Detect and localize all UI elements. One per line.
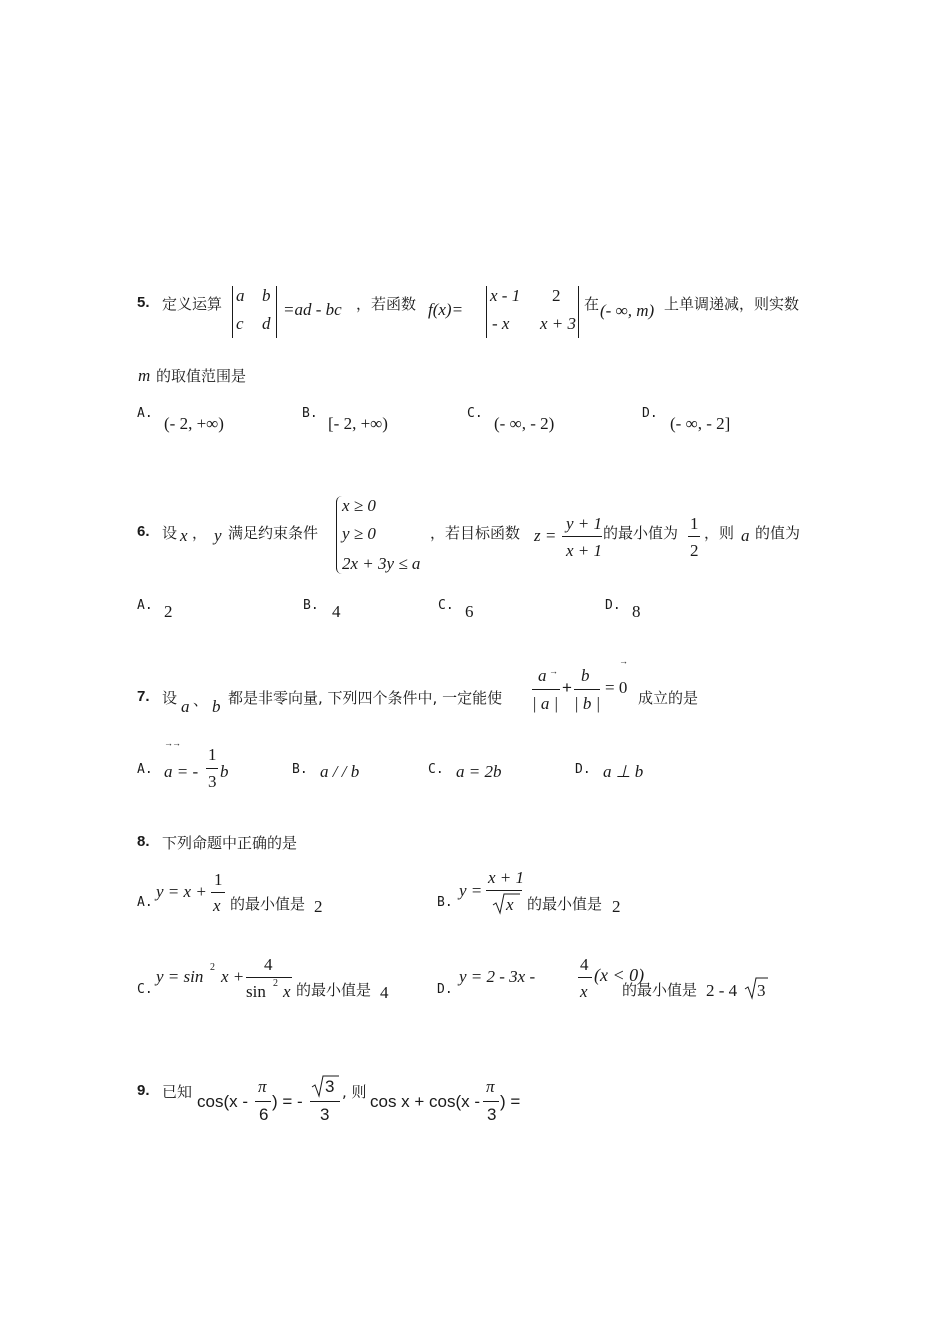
option-value: a ⊥ b [603,762,644,781]
option-value: 2 [164,602,173,621]
fraction-numerator: y + 1 [566,514,603,533]
option-text: 的最小值是 [527,895,603,913]
question-text: 定义运算 [162,295,223,313]
option-value: a = 2b [456,762,502,781]
option-value: a = - [164,762,199,781]
math-expression: cos x + cos(x - [370,1092,481,1111]
question-text: , 则 [342,1083,367,1101]
option-label: A. [137,895,153,910]
option-value: [- 2, +∞) [328,414,388,433]
option-text: 的最小值是 [622,981,698,999]
option-value: b [220,762,229,781]
superscript: 2 [273,978,278,989]
question-text: 的取值范围是 [156,367,247,385]
fraction-denominator: x [580,982,588,1001]
math-expression: = 0 [605,678,628,697]
math-expression: ) = [500,1092,521,1111]
question-text: 在 [584,295,600,313]
fraction-denominator: sin [246,982,266,1001]
fraction-bar [486,890,522,891]
fraction-bar [688,536,700,537]
question-text: ，则 [704,524,735,542]
question-text: 的最小值为 [603,524,679,542]
option-label: B. [292,762,308,777]
question-number: 9. [137,1082,150,1099]
fraction-numerator: 1 [208,745,217,764]
fraction-denominator: 3 [320,1105,330,1124]
math-expression: cos(x - [197,1092,248,1111]
option-value: 4 [380,983,389,1002]
option-label: B. [437,895,453,910]
fraction-bar [562,536,602,537]
option-value: 2 [314,897,323,916]
option-expression: y = x + [156,882,207,901]
fraction-numerator: 1 [214,870,223,889]
vector-arrow-icon: → [549,666,558,676]
constraint: x ≥ 0 [342,496,376,515]
fraction-numerator: x + 1 [488,868,525,887]
option-label: C. [467,406,483,421]
det-entry: d [262,314,271,333]
option-expression: y = 2 - 3x - [459,967,536,986]
option-value: 8 [632,602,641,621]
plus-sign: + [562,678,572,697]
question-text: 下列命题中正确的是 [162,834,298,852]
math-expression: (- ∞, m) [600,301,655,320]
option-expression: y = [459,881,483,900]
question-text: ，若目标函数 [430,524,521,542]
question-number: 8. [137,833,150,850]
option-value: 2 [612,897,621,916]
option-value: (- ∞, - 2) [494,414,555,433]
fraction-denominator: 3 [208,772,217,791]
fraction-denominator: | a | [532,694,559,713]
fraction-numerator: π [258,1077,267,1096]
radicand: 3 [325,1077,335,1096]
fraction-denominator: 3 [487,1105,497,1124]
option-value: 6 [465,602,474,621]
question-text: 设 [162,524,178,542]
fraction-numerator: 4 [580,955,589,974]
math-variable: a [741,526,750,545]
question-text: 已知 [162,1083,193,1101]
determinant-bar [486,286,487,338]
fraction-bar [578,977,592,978]
question-number: 7. [137,688,150,705]
fraction-bar [206,768,218,769]
fraction-denominator: 6 [259,1105,269,1124]
superscript: 2 [210,962,215,973]
fraction-bar [574,689,600,690]
math-expression: f(x)= [428,300,464,319]
question-text: 设 [162,689,178,707]
det-entry: x - 1 [490,286,521,305]
vector-variable: a [181,697,190,716]
question-text: 的值为 [755,524,801,542]
fraction-denominator: 2 [690,541,699,560]
fraction-bar [483,1101,499,1102]
question-text: 成立的是 [638,689,699,707]
fraction-numerator: π [486,1077,495,1096]
det-entry: b [262,286,271,305]
fraction-denominator: | b | [574,694,601,713]
option-label: B. [302,406,318,421]
fraction-numerator: 1 [690,514,699,533]
option-expression: y = sin [156,967,204,986]
fraction-numerator: a [538,666,547,685]
option-value: (- ∞, - 2] [670,414,731,433]
fraction-denominator: x + 1 [566,541,603,560]
option-text: 的最小值是 [296,981,372,999]
fraction-bar [532,689,560,690]
fraction-denominator: x [213,896,221,915]
math-variable: x [180,526,188,545]
fraction-bar [211,892,225,893]
vector-arrows-icon: →→ [164,738,180,748]
option-condition: (x < 0) [594,965,645,985]
determinant-bar [232,286,233,338]
radicand: 3 [757,981,766,1000]
question-number: 5. [137,294,150,311]
question-text: 上单调递减，则实数 [664,295,800,313]
fraction-numerator: 4 [264,955,273,974]
option-value: a / / b [320,762,360,781]
option-label: D. [575,762,591,777]
fraction-denominator: x [506,895,514,914]
fraction-bar [310,1101,340,1102]
option-label: D. [605,598,621,613]
option-label: C. [438,598,454,613]
fraction-denominator: x [283,982,291,1001]
option-label: A. [137,762,153,777]
option-expression: x + [221,967,245,986]
math-variable: y [214,526,222,545]
question-text: ，若函数 [356,295,417,313]
option-label: B. [303,598,319,613]
question-text: 都是非零向量, 下列四个条件中, 一定能使 [228,689,503,707]
option-label: D. [437,982,453,997]
vector-arrow-icon: → [619,656,628,666]
question-text: 、 [193,691,209,709]
det-entry: x + 3 [540,314,577,333]
fraction-bar [255,1101,271,1102]
det-entry: 2 [552,286,561,305]
det-entry: c [236,314,244,333]
option-value: 4 [332,602,341,621]
det-entry: a [236,286,245,305]
math-expression: ) = - [272,1092,303,1111]
option-label: C. [428,762,444,777]
vector-variable: b [212,697,221,716]
math-variable: m [138,366,151,385]
math-expression: =ad - bc [283,300,342,319]
det-entry: - x [492,314,510,333]
question-text: ， [192,524,208,542]
question-text: 满足约束条件 [228,524,319,542]
option-label: D. [642,406,658,421]
option-text: 的最小值是 [230,895,306,913]
option-value: 2 - 4 [706,981,738,1000]
fraction-bar [246,977,292,978]
question-number: 6. [137,523,150,540]
constraint: y ≥ 0 [342,524,376,543]
fraction-numerator: b [581,666,590,685]
math-expression: z = [534,526,557,545]
option-label: C. [137,982,153,997]
constraint: 2x + 3y ≤ a [342,554,421,573]
option-label: A. [137,598,153,613]
option-value: (- 2, +∞) [164,414,224,433]
option-label: A. [137,406,153,421]
determinant-bar [276,286,277,338]
determinant-bar [578,286,579,338]
